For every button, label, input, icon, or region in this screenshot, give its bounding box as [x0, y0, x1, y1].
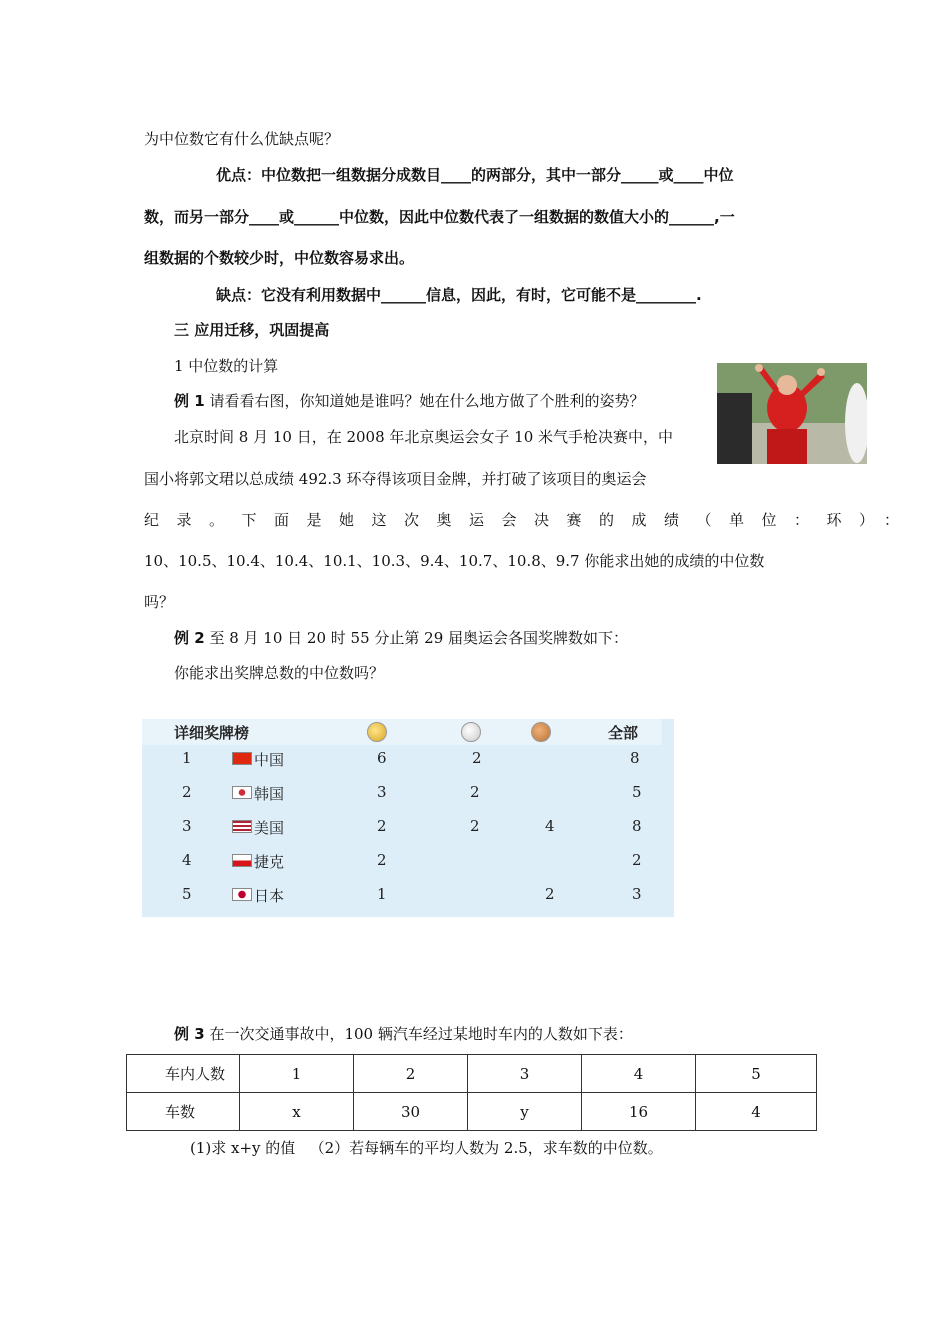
medal-row-3-silver: 2: [470, 817, 480, 835]
advantage-line-2: 数，而另一部分____或______中位数，因此中位数代表了一组数据的数值大小的______,一: [144, 208, 735, 226]
table-cell: 4: [696, 1093, 817, 1131]
medal-row-4-rank: 4: [182, 851, 192, 869]
athlete-photo: [717, 363, 867, 464]
japan-flag-icon: [232, 888, 252, 901]
table-cell: 2: [354, 1055, 468, 1093]
medal-row-1-gold: 6: [377, 749, 387, 767]
medal-row-5-rank: 5: [182, 885, 192, 903]
medal-row-3-gold: 2: [377, 817, 387, 835]
medal-row-2-total: 5: [632, 783, 642, 801]
medal-row-2-rank: 2: [182, 783, 192, 801]
example-3-subquestions: (1)求 x+y 的值 （2）若每辆车的平均人数为 2.5，求车数的中位数。: [190, 1139, 663, 1157]
example-1-question: [174, 390, 644, 411]
medal-row-1-silver: 2: [472, 749, 482, 767]
medal-row-5-total: 3: [632, 885, 642, 903]
table-cell: 5: [696, 1055, 817, 1093]
example-3-question-text: 在一次交通事故中，100 辆汽车经过某地时车内的人数如下表：: [204, 1025, 633, 1043]
medal-row-5-bronze: 2: [545, 885, 555, 903]
medal-row-1-rank: 1: [182, 749, 192, 767]
subsection-heading: 1 中位数的计算: [174, 357, 279, 375]
medal-row-3-rank: 3: [182, 817, 192, 835]
table-cell: x: [240, 1093, 354, 1131]
example-1-paragraph-1: 北京时间 8 月 10 日，在 2008 年北京奥运会女子 10 米气手枪决赛中，中: [174, 428, 674, 446]
car-table-header-cell: 车内人数: [127, 1055, 240, 1093]
medal-row-5-gold: 1: [377, 885, 387, 903]
usa-flag-icon: [232, 820, 252, 833]
example-3-question: [174, 1023, 633, 1044]
example-2-question-2: 你能求出奖牌总数的中位数吗？: [174, 664, 385, 682]
czech-flag-icon: [232, 854, 252, 867]
table-row: [127, 1055, 817, 1093]
china-flag-icon: [232, 752, 252, 765]
example-2-question: [174, 627, 628, 648]
medal-row-3-total: 8: [632, 817, 642, 835]
car-table-header-cell: 车数: [127, 1093, 240, 1131]
example-2-question-text: 至 8 月 10 日 20 时 55 分止第 29 届奥运会各国奖牌数如下：: [204, 629, 629, 647]
medal-row-3-country: 美国: [254, 819, 285, 837]
advantage-line-3: 组数据的个数较少时，中位数容易求出。: [144, 249, 415, 267]
table-cell: 4: [582, 1055, 696, 1093]
medal-row-2-country: 韩国: [254, 785, 285, 803]
table-row: [127, 1093, 817, 1131]
korea-flag-icon: [232, 786, 252, 799]
athlete-photo-illustration: [717, 363, 867, 464]
silver-medal-icon: [461, 722, 481, 742]
medal-row-4-total: 2: [632, 851, 642, 869]
table-cell: 30: [354, 1093, 468, 1131]
example-1-label: 例 1: [174, 392, 205, 410]
medal-row-1-total: 8: [630, 749, 640, 767]
intro-line: 为中位数它有什么优缺点呢？: [144, 130, 340, 148]
section-heading: 三 应用迁移，巩固提高: [174, 321, 330, 339]
medal-row-3-bronze: 4: [545, 817, 555, 835]
table-cell: 3: [468, 1055, 582, 1093]
example-1-paragraph-3: 纪录。下面是她这次奥运会决赛的成绩（单位：环）：: [144, 511, 917, 529]
medal-table: [142, 719, 674, 917]
example-1-paragraph-5: 吗？: [144, 593, 175, 611]
advantage-line-1: 优点：中位数把一组数据分成数目____的两部分，其中一部分_____或____中位: [216, 166, 734, 184]
medal-row-4-country: 捷克: [254, 853, 285, 871]
medal-row-2-silver: 2: [470, 783, 480, 801]
gold-medal-icon: [367, 722, 387, 742]
table-cell: 16: [582, 1093, 696, 1131]
medal-row-2-gold: 3: [377, 783, 387, 801]
table-cell: y: [468, 1093, 582, 1131]
example-2-label: 例 2: [174, 629, 205, 647]
bronze-medal-icon: [531, 722, 551, 742]
example-1-scores: 10、10.5、10.4、10.4、10.1、10.3、9.4、10.7、10.8、9.7 你能求出她的成绩的中位数: [144, 552, 765, 570]
car-table: [126, 1054, 817, 1131]
medal-table-title: 详细奖牌榜: [174, 724, 250, 742]
medal-row-5-country: 日本: [254, 887, 285, 905]
table-cell: 1: [240, 1055, 354, 1093]
disadvantage-line: 缺点：它没有利用数据中______信息，因此，有时，它可能不是________.: [216, 286, 702, 304]
example-3-label: 例 3: [174, 1025, 205, 1043]
example-1-question-text: 请看看右图，你知道她是谁吗？她在什么地方做了个胜利的姿势？: [204, 392, 645, 410]
medal-row-4-gold: 2: [377, 851, 387, 869]
medal-table-total-header: 全部: [608, 724, 639, 742]
example-1-paragraph-2: 国小将郭文珺以总成绩 492.3 环夺得该项目金牌，并打破了该项目的奥运会: [144, 470, 647, 488]
medal-row-1-country: 中国: [254, 751, 285, 769]
